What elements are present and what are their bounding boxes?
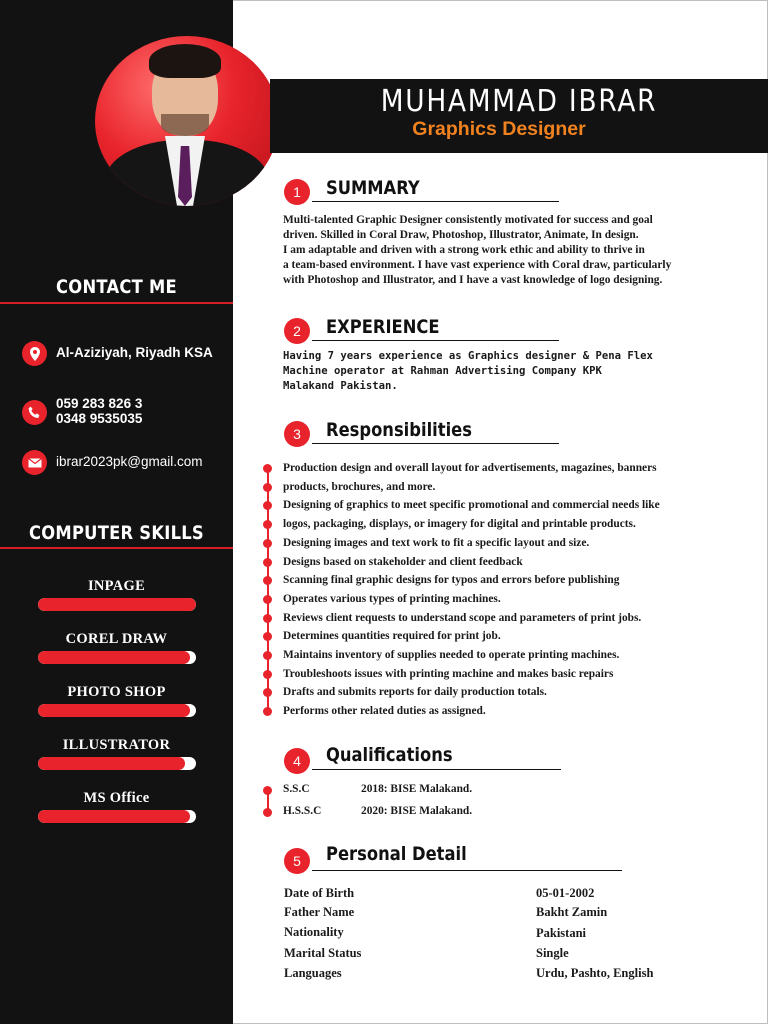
qualification-dot (263, 786, 272, 795)
skill-bar-photoshop (38, 704, 196, 717)
responsibility-item: logos, packaging, displays, or imagery for digital and printable products. (283, 518, 636, 531)
qualification-dot (263, 808, 272, 817)
summary-text: Multi-talented Graphic Designer consistently motivated for success and goal driven. Skilled in Coral Draw, Photoshop, Illustrator, Animate, In design. I am adaptable and driven with a strong work ethic and ability to thrive in a team-based environment. I have vast experience with Coral draw, particularly with Photoshop and Illustrator, and I have a vast knowledge of logo designing. (283, 214, 672, 286)
summary-rule (312, 201, 559, 202)
responsibility-dot (263, 651, 272, 660)
qualification-level: H.S.S.C (283, 805, 322, 817)
responsibility-item: Designing images and text work to fit a specific layout and size. (283, 536, 590, 549)
experience-heading: EXPERIENCE (326, 316, 440, 338)
skill-bar-ms-office (38, 810, 196, 823)
profile-photo (95, 36, 279, 206)
skills-divider (0, 547, 233, 549)
mail-icon (22, 450, 47, 475)
summary-number-badge: 1 (284, 179, 310, 205)
languages-value: Urdu, Pashto, English (536, 966, 654, 980)
skills-heading: COMPUTER SKILLS (29, 522, 204, 544)
contact-divider (0, 302, 233, 304)
responsibility-dot (263, 539, 272, 548)
skill-label-inpage: INPAGE (87, 578, 146, 594)
responsibility-dot (263, 670, 272, 679)
skill-label-photoshop: PHOTO SHOP (67, 684, 166, 700)
responsibility-item: Scanning final graphic designs for typos and errors before publishing (283, 574, 620, 587)
contact-heading: CONTACT ME (56, 276, 177, 298)
qualifications-heading: Qualifications (326, 744, 453, 766)
skill-bar-inpage (38, 598, 196, 611)
responsibility-dot (263, 558, 272, 567)
languages-label: Languages (284, 966, 342, 980)
job-title: Graphics Designer (412, 118, 586, 140)
skill-bar-corel-draw (38, 651, 196, 664)
experience-rule (312, 340, 559, 341)
personal-heading: Personal Detail (326, 843, 467, 865)
responsibility-dot (263, 464, 272, 473)
qualification-ssc (283, 780, 753, 799)
responsibility-dot (263, 483, 272, 492)
skill-label-corel-draw: COREL DRAW (65, 631, 168, 647)
address-text: Al-Aziziyah, Riyadh KSA (56, 345, 213, 360)
responsibility-item: Drafts and submits reports for daily production totals. (283, 686, 547, 699)
phone-icon (22, 400, 47, 425)
sidebar (0, 0, 233, 1024)
experience-text: Having 7 years experience as Graphics designer & Pena Flex Machine operator at Rahman Advertising Company KPK Malakand Pakistan. (283, 350, 653, 392)
dob-label: Date of Birth (284, 886, 355, 900)
dob-value: 05-01-2002 (536, 886, 595, 900)
contact-phone (22, 396, 142, 426)
qualification-detail: 2020: BISE Malakand. (361, 805, 473, 817)
responsibility-item: Troubleshoots issues with printing machine and makes basic repairs (283, 667, 614, 680)
qualification-detail: 2018: BISE Malakand. (361, 783, 473, 795)
location-pin-icon (22, 341, 47, 366)
summary-heading: SUMMARY (326, 177, 420, 199)
email-link[interactable]: ibrar2023pk@gmail.com (56, 454, 203, 469)
responsibility-item: Designs based on stakeholder and client feedback (283, 555, 523, 568)
responsibility-dot (263, 595, 272, 604)
personal-number-badge: 5 (284, 848, 310, 874)
responsibilities-heading: Responsibilities (326, 419, 472, 441)
experience-number-badge: 2 (284, 318, 310, 344)
responsibility-item: products, brochures, and more. (283, 480, 436, 493)
phone-number-2[interactable]: 0348 9535035 (56, 411, 143, 426)
nationality-value: Pakistani (536, 926, 587, 940)
nationality-label: Nationality (284, 925, 344, 939)
responsibility-item: Performs other related duties as assigned. (283, 705, 486, 718)
contact-address (22, 341, 213, 366)
skill-label-ms-office: MS Office (83, 790, 150, 806)
responsibility-item: Reviews client requests to understand scope and parameters of print jobs. (283, 611, 642, 624)
skill-label-illustrator: ILLUSTRATOR (62, 737, 171, 753)
phone-number-1[interactable]: 059 283 826 3 (56, 396, 143, 411)
responsibility-item: Determines quantities required for print job. (283, 630, 501, 643)
marital-status-value: Single (536, 946, 569, 960)
responsibility-item: Maintains inventory of supplies needed to operate printing machines. (283, 649, 620, 661)
skill-bar-illustrator (38, 757, 196, 770)
father-name-label: Father Name (284, 905, 355, 919)
responsibilities-number-badge: 3 (284, 421, 310, 447)
full-name: MUHAMMAD IBRAR (380, 84, 658, 119)
father-name-value: Bakht Zamin (536, 905, 608, 919)
contact-email (22, 450, 203, 475)
marital-status-label: Marital Status (284, 946, 362, 960)
qualification-hssc (283, 802, 753, 821)
responsibility-item: Production design and overall layout for advertisements, magazines, banners (283, 462, 657, 474)
qualification-level: S.S.C (283, 783, 310, 795)
responsibility-item: Operates various types of printing machines. (283, 592, 501, 605)
qualifications-rule (312, 769, 561, 770)
responsibilities-rule (312, 443, 559, 444)
personal-rule (312, 870, 622, 871)
responsibility-dot (263, 614, 272, 623)
qualifications-number-badge: 4 (284, 748, 310, 774)
responsibility-item: Designing of graphics to meet specific promotional and commercial needs like (283, 499, 660, 512)
